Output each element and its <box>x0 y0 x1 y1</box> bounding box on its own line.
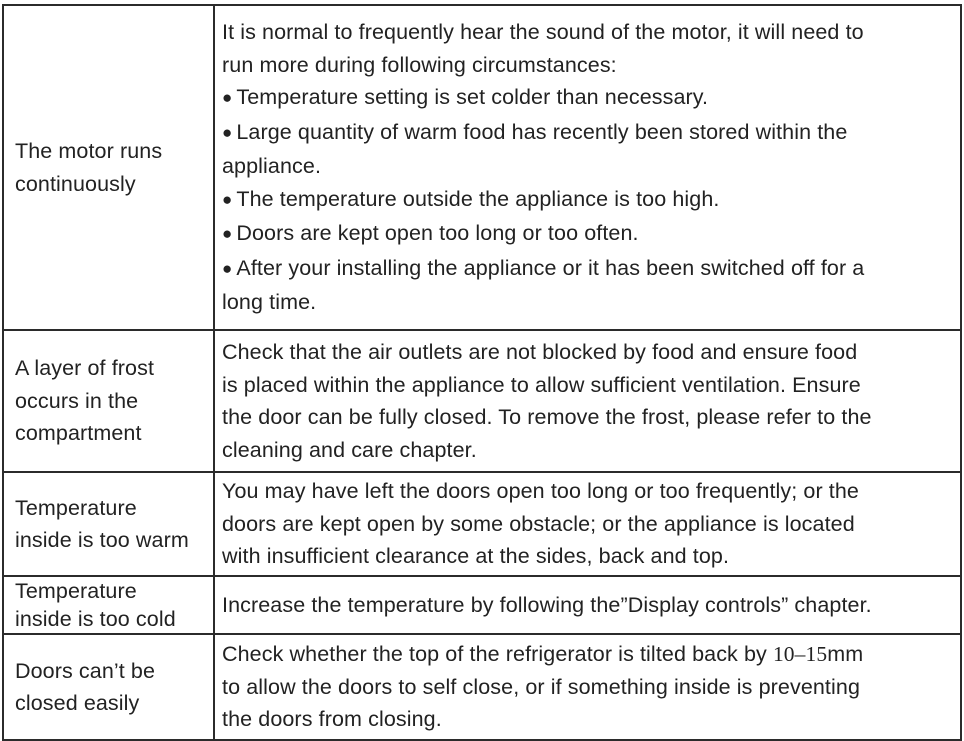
solution-text: You may have left the doors open too long or too frequently; or the <box>222 479 859 504</box>
tilt-unit: mm <box>827 642 864 667</box>
solution-text: It is normal to frequently hear the sound of the motor, it will need to <box>222 20 864 45</box>
solution-text: the doors from closing. <box>222 707 442 732</box>
problem-cell <box>3 634 214 740</box>
table-row <box>3 576 961 634</box>
solution-text: cleaning and care chapter. <box>222 437 477 462</box>
solution-cell <box>214 634 961 740</box>
table-row <box>3 5 961 330</box>
solution-text: doors are kept open by some obstacle; or the appliance is located <box>222 511 855 536</box>
problem-text: closed easily <box>15 691 140 715</box>
solution-text-start: Check whether the top of the refrigerator is tilted back by <box>222 642 773 667</box>
problem-text: The motor runs <box>15 139 163 163</box>
bullet-item: ● The temperature outside the appliance is too high. <box>222 183 956 218</box>
solution-text: run more during following circumstances: <box>222 52 617 77</box>
problem-cell <box>3 330 214 472</box>
problem-text: inside is too cold <box>15 607 176 631</box>
solution-text: to allow the doors to self close, or if something inside is preventing <box>222 674 860 699</box>
problem-text: Doors can’t be <box>15 658 156 683</box>
solution-cell <box>214 576 961 634</box>
solution-cell <box>214 330 961 472</box>
solution-text: Increase the temperature by following the”Display controls” chapter. <box>222 592 872 617</box>
problem-text: inside is too warm <box>15 528 189 552</box>
solution-text: Check that the air outlets are not blocked by food and ensure food <box>222 340 858 364</box>
problem-text: Temperature <box>15 495 137 520</box>
solution-text: is placed within the appliance to allow sufficient ventilation. Ensure <box>222 372 861 397</box>
table-row <box>3 472 961 576</box>
problem-cell <box>3 5 214 330</box>
problem-text: A layer of frost <box>15 356 155 381</box>
bullet-item-continuation: long time. <box>222 290 317 315</box>
problem-text: occurs in the <box>15 388 139 413</box>
troubleshooting-table <box>2 4 962 741</box>
bullet-item: ● Large quantity of warm food has recently been stored within the <box>222 116 956 151</box>
solution-cell <box>214 5 961 330</box>
bullet-item: ● After your installing the appliance or it has been switched off for a <box>222 252 956 287</box>
problem-text: Temperature <box>15 579 137 603</box>
solution-text: with insufficient clearance at the sides, back and top. <box>222 544 730 569</box>
solution-cell <box>214 472 961 576</box>
solution-text: the door can be fully closed. To remove the frost, please refer to the <box>222 405 872 429</box>
bullet-item: ● Doors are kept open too long or too often. <box>222 217 956 252</box>
problem-cell <box>3 472 214 576</box>
bullet-item: ● Temperature setting is set colder than necessary. <box>222 81 956 116</box>
table-row <box>3 330 961 472</box>
tilt-range-value: 10–15 <box>772 642 828 667</box>
problem-text: continuously <box>15 171 136 196</box>
problem-cell <box>3 576 214 634</box>
table-row <box>3 634 961 740</box>
problem-text: compartment <box>15 421 142 446</box>
solution-text <box>222 638 956 671</box>
bullet-item-continuation: appliance. <box>222 154 322 179</box>
